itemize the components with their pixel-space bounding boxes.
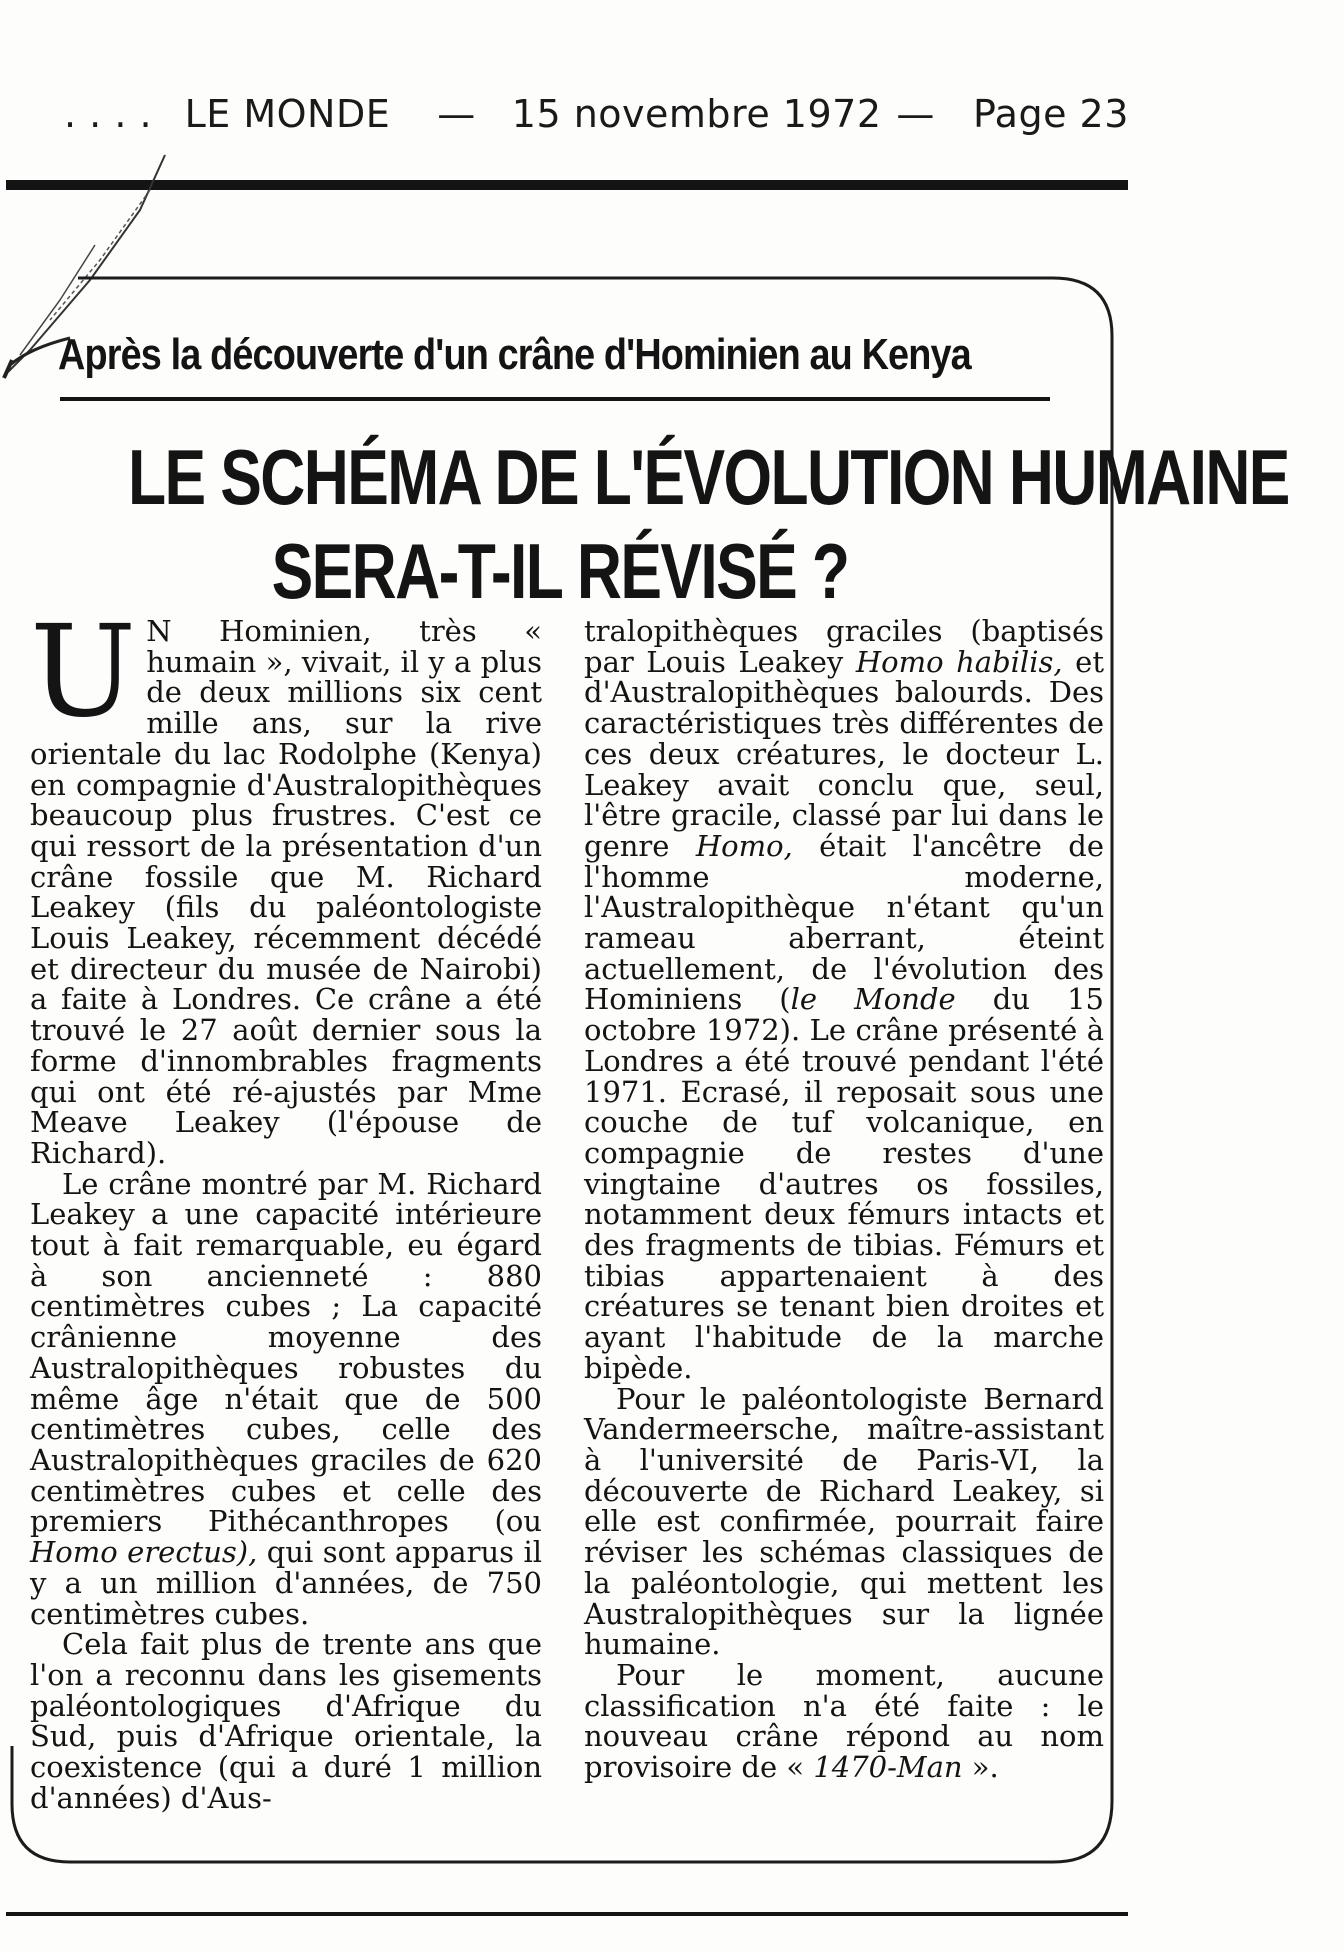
headline-line-2: SERA-T-IL RÉVISÉ ? [271,527,849,615]
italic-term: le Monde [790,982,956,1017]
paragraph-text: du 15 octobre 1972). Le crâne présenté à Londres a été trouvé pendant l'été 1971. Ecrasé, il reposait sous une couche de tuf volcanique, en compagnie de restes d'une vingtaine d'autres os fossiles, notamment deux fémurs intacts et des fragments de tibias. Fémurs et tibias appartenaient à des créatures se tenant bien droites et ayant l'habitude de la marche bipède. [584,982,1104,1385]
newspaper-header [64,92,1128,142]
paragraph [584,1381,1104,1662]
paragraph-text: ». [971,1750,999,1785]
paragraph [584,1657,1104,1785]
article-column-right [584,616,1104,1783]
paragraph-text: Pour le paléontologiste Bernard Vandermeersche, maître-assistant à l'université de Paris-VI, la découverte de Richard Leakey, si elle est confirmée, pourrait faire réviser les schémas classiques de la paléontologie, qui mettent les Australopithèques sur la lignée humaine. [584,1381,1104,1662]
header-dash: — [437,92,476,136]
italic-term: 1470-Man [813,1750,963,1785]
headline-line-1: LE SCHÉMA DE L'ÉVOLUTION HUMAINE [128,433,1289,521]
newspaper-name: LE MONDE [184,92,391,136]
paragraph [30,598,542,1170]
italic-term: Homo habilis, [855,644,1063,679]
paragraph-text: N Hominien, très « humain », vivait, il y a plus de deux millions six cent mille ans, sur la rive orientale du lac Rodolphe (Kenya) en compagnie d'Australopithèques beaucoup plus frustres. C'est ce qui ressort de la présentation d'un crâne fossile que M. Richard Leakey (fils du paléontologiste Louis Leakey, récemment décédé et directeur du musée de Nairobi) a faite à Londres. Ce crâne a été trouvé le 27 août dernier sous la forme d'innombrables fragments qui ont été ré-ajustés par Mme Meave Leakey (l'épouse de Richard). [30,614,542,1170]
paragraph [584,616,1104,1384]
kicker-rule [60,397,1050,401]
header-dash: — [896,92,935,136]
italic-term: Homo erectus), [30,1535,258,1570]
header-dots: . . . . [64,92,153,136]
paragraph-text: et d'Australopithèques balourds. Des caractéristiques très différentes de ces deux créatures, le docteur L. Leakey avait conclu que, seul, l'être gracile, classé par lui dans le genre [584,644,1104,863]
paragraph-text: Pour le moment, aucune classification n'a été faite : le nouveau crâne répond au nom provisoire de « [584,1657,1104,1785]
bottom-rule [6,1912,1128,1916]
italic-term: Homo, [695,828,793,863]
paragraph-text: Cela fait plus de trente ans que l'on a reconnu dans les gisements paléontologiques d'Afrique du Sud, puis d'Afrique orientale, la coexistence (qui a duré 1 million d'années) d'Aus- [30,1627,542,1815]
paragraph-text: tralopithèques graciles (baptisés par Louis Leakey [584,614,1104,679]
paragraph [30,1629,542,1813]
article-column-left [30,598,543,1815]
article-kicker: Après la découverte d'un crâne d'Hominien au Kenya [58,330,971,379]
drop-cap: U [30,598,137,745]
issue-date: 15 novembre 1972 [511,92,882,136]
paragraph-text: était l'ancêtre de l'homme moderne, l'Australopithèque n'étant qu'un rameau aberrant, éteint actuellement, de l'évolution des Hominiens ( [584,828,1104,1017]
paragraph-text: Le crâne montré par M. Richard Leakey a une capacité intérieure tout à fait remarquable, eu égard à son ancienneté : 880 centimètres cubes ; La capacité crânienne moyenne des Australopithèques robustes du même âge n'était que de 500 centimètres cubes, celle des Australopithèques graciles de 620 centimètres cubes et celle des premiers Pithécanthropes (ou [30,1166,542,1539]
paragraph-text: qui sont apparus il y a un million d'années, de 750 centimètres cubes. [30,1535,543,1631]
page-number: Page 23 [972,92,1129,136]
paragraph [30,1166,543,1631]
